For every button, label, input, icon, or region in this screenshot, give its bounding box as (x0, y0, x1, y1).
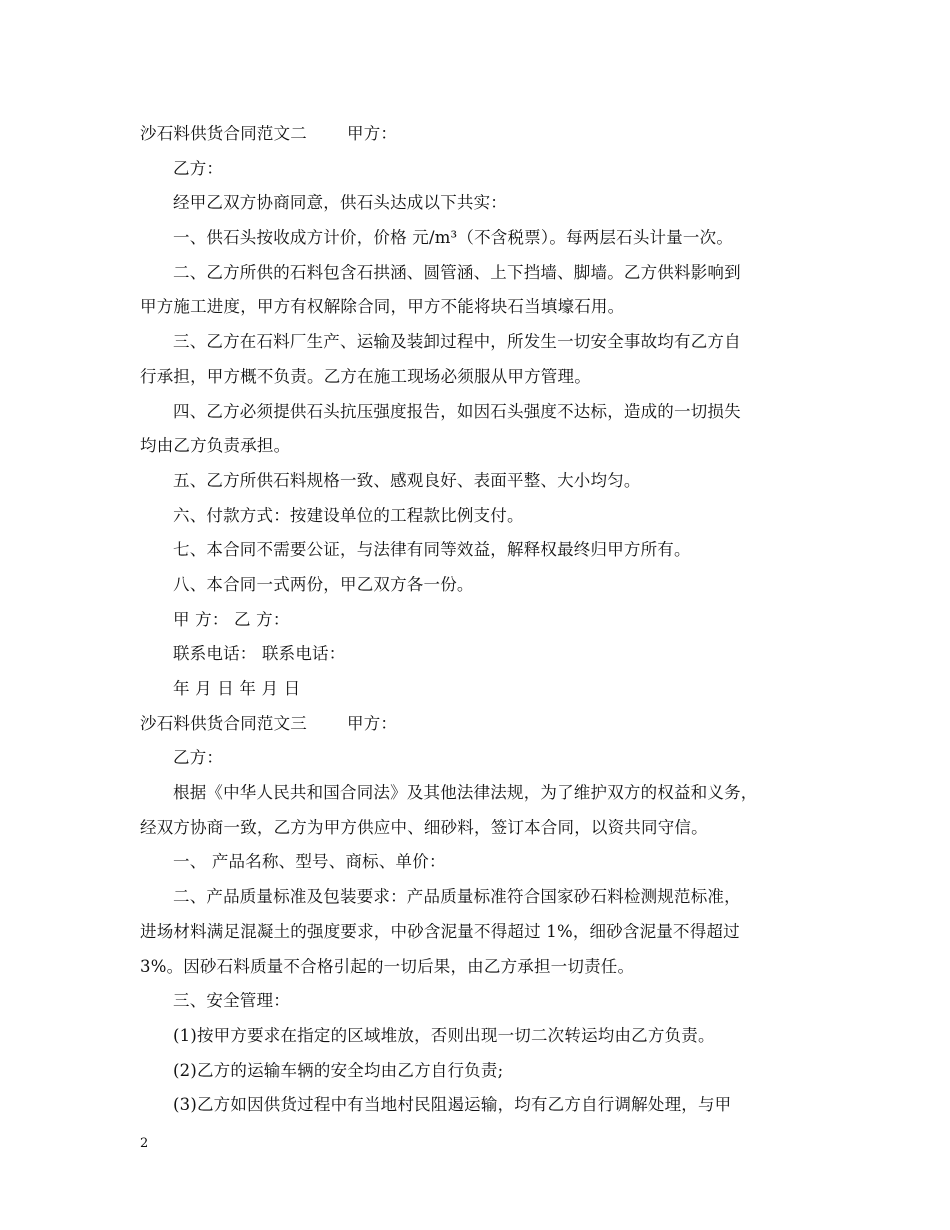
text-line: 进场材料满足混凝土的强度要求，中砂含泥量不得超过 1%，细砂含泥量不得超过 (140, 921, 740, 941)
text-line: 甲方施工进度，甲方有权解除合同，甲方不能将块石当填壕石用。 (140, 297, 625, 317)
text-line: 均由乙方负责承担。 (140, 436, 291, 456)
document-body (140, 117, 812, 1123)
section-heading (140, 117, 812, 152)
party-a-label: 甲方： (347, 713, 398, 733)
text-line: 行承担，甲方概不负责。乙方在施工现场必须服从甲方管理。 (140, 366, 591, 386)
text-line: 五、乙方所供石料规格一致、感观良好、表面平整、大小均匀。 (173, 470, 641, 490)
text-line: 二、产品质量标准及包装要求：产品质量标准符合国家砂石料检测规范标准， (173, 887, 741, 907)
page-number: 2 (140, 1136, 149, 1151)
text-line: 八、本合同一式两份，甲乙双方各一份。 (173, 574, 474, 594)
text-line: 四、乙方必须提供石头抗压强度报告，如因石头强度不达标，造成的一切损失 (173, 401, 741, 421)
text-line: 六、付款方式：按建设单位的工程款比例支付。 (173, 505, 524, 525)
signature-line: 甲 方： 乙 方： (173, 609, 290, 629)
section-title: 沙石料供货合同范文三 (140, 713, 307, 733)
section-title: 沙石料供货合同范文二 (140, 124, 307, 143)
text-line: 根据《中华人民共和国合同法》及其他法律法规，为了维护双方的权益和义务， (173, 783, 758, 803)
text-line: (2)乙方的运输车辆的安全均由乙方自行负责; (173, 1060, 504, 1080)
text-line: 3%。因砂石料质量不合格引起的一切后果，由乙方承担一切责任。 (140, 956, 635, 976)
text-line: 乙方： (173, 158, 224, 178)
text-line: 七、本合同不需要公证，与法律有同等效益，解释权最终归甲方所有。 (173, 540, 691, 560)
contact-line: 联系电话： 联系电话： (173, 644, 346, 664)
text-line: 二、乙方所供的石料包含石拱涵、圆管涵、上下挡墙、脚墙。乙方供料影响到 (173, 262, 741, 282)
text-line: 经甲乙双方协商同意，供石头达成以下共实： (173, 193, 507, 213)
text-line: 三、乙方在石料厂生产、运输及装卸过程中，所发生一切安全事故均有乙方自 (173, 332, 741, 352)
party-a-label: 甲方： (347, 124, 398, 143)
text-line: 一、供石头按收成方计价，价格 元/m³（不含税票）。每两层石头计量一次。 (173, 228, 734, 248)
text-line: (3)乙方如因供货过程中有当地村民阻遏运输，均有乙方自行调解处理，与甲 (173, 1095, 732, 1115)
date-line: 年 月 日 年 月 日 (173, 679, 301, 698)
text-line: 三、安全管理： (173, 991, 290, 1011)
text-line: 乙方： (173, 748, 224, 768)
text-line: (1)按甲方要求在指定的区域堆放，否则出现一切二次转运均由乙方负责。 (173, 1025, 715, 1045)
text-line: 经双方协商一致，乙方为甲方供应中、细砂料，签订本合同，以资共同守信。 (140, 817, 708, 837)
text-line: 一、 产品名称、型号、商标、单价： (173, 852, 446, 872)
section-heading (140, 707, 812, 742)
